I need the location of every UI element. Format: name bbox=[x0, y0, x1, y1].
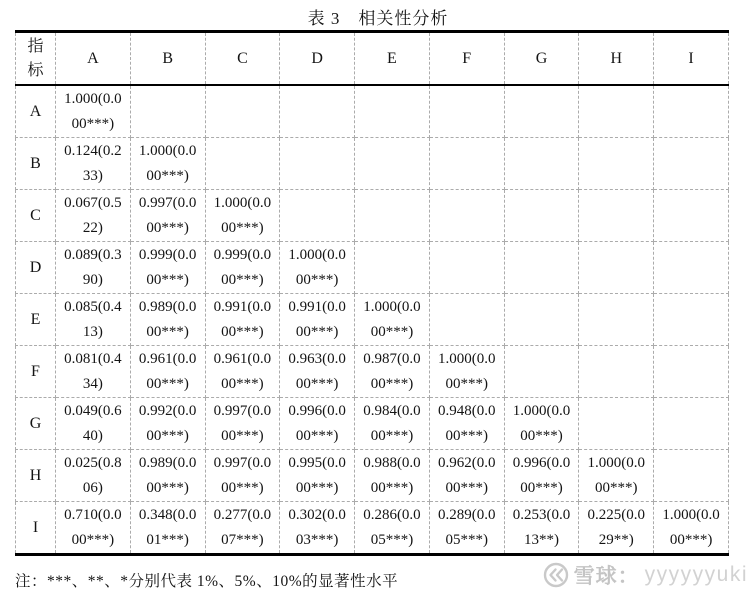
corner-header-label: 指标 bbox=[27, 37, 44, 79]
table-cell bbox=[504, 502, 579, 555]
cell-line-1: 0.995(0.0 bbox=[288, 454, 346, 471]
table-cell bbox=[130, 346, 205, 398]
cell-line-1: 0.997(0.0 bbox=[138, 194, 197, 211]
cell-line-1: 0.710(0.0 bbox=[64, 506, 122, 523]
table-cell bbox=[130, 398, 205, 450]
cell-line-1: 0.081(0.4 bbox=[64, 350, 122, 367]
cell-line-1: 0.277(0.0 bbox=[213, 506, 272, 523]
table-cell bbox=[205, 190, 280, 242]
cell-line-2: 00***) bbox=[221, 271, 264, 288]
table-cell bbox=[56, 294, 131, 346]
table-cell bbox=[280, 398, 355, 450]
cell-line-1: 0.289(0.0 bbox=[437, 506, 496, 523]
cell-line-1: 1.000(0.0 bbox=[138, 142, 197, 159]
column-header-e: E bbox=[355, 32, 430, 86]
table-cell bbox=[504, 138, 579, 190]
table-cell bbox=[654, 398, 729, 450]
row-label-a: A bbox=[16, 85, 56, 138]
cell-line-1: 1.000(0.0 bbox=[363, 298, 421, 315]
cell-line-2: 00***) bbox=[370, 323, 414, 340]
table-cell bbox=[205, 242, 280, 294]
table-cell bbox=[504, 85, 579, 138]
table-cell bbox=[205, 85, 280, 138]
table-cell bbox=[280, 294, 355, 346]
table-cell bbox=[130, 450, 205, 502]
cell-line-1: 0.997(0.0 bbox=[213, 454, 272, 471]
table-cell bbox=[579, 450, 654, 502]
table-row-e bbox=[16, 294, 729, 346]
table-cell bbox=[504, 242, 579, 294]
cell-line-1: 0.253(0.0 bbox=[512, 506, 571, 523]
cell-line-2: 00***) bbox=[370, 479, 414, 496]
cell-line-2: 00***) bbox=[295, 427, 339, 444]
table-cell bbox=[654, 242, 729, 294]
cell-line-2: 06) bbox=[82, 479, 103, 496]
table-cell bbox=[280, 85, 355, 138]
cell-line-1: 0.996(0.0 bbox=[512, 454, 571, 471]
row-label-b: B bbox=[16, 138, 56, 190]
cell-line-1: 0.997(0.0 bbox=[213, 402, 272, 419]
correlation-table bbox=[15, 30, 729, 556]
table-cell bbox=[429, 294, 504, 346]
table-cell bbox=[654, 502, 729, 555]
cell-line-2: 01***) bbox=[146, 531, 189, 548]
significance-note: 注：***、**、*分别代表 1%、5%、10%的显著性水平 bbox=[15, 573, 399, 590]
table-row-c bbox=[16, 190, 729, 242]
cell-line-1: 0.067(0.5 bbox=[64, 194, 122, 211]
table-cell bbox=[355, 190, 430, 242]
table-cell bbox=[205, 398, 280, 450]
table-cell bbox=[56, 346, 131, 398]
table-row-h bbox=[16, 450, 729, 502]
cell-line-2: 00***) bbox=[594, 479, 638, 496]
table-cell bbox=[579, 85, 654, 138]
row-label-i: I bbox=[16, 502, 56, 555]
cell-line-1: 0.948(0.0 bbox=[437, 402, 496, 419]
row-label-f: F bbox=[16, 346, 56, 398]
table-cell bbox=[429, 85, 504, 138]
table-row-d bbox=[16, 242, 729, 294]
cell-line-2: 40) bbox=[82, 427, 103, 444]
table-cell bbox=[429, 398, 504, 450]
table-cell bbox=[130, 294, 205, 346]
table-cell bbox=[205, 138, 280, 190]
table-cell bbox=[654, 190, 729, 242]
watermark-brand: 雪球： bbox=[573, 564, 640, 588]
cell-line-1: 0.989(0.0 bbox=[138, 454, 197, 471]
table-cell bbox=[355, 294, 430, 346]
column-header-g: G bbox=[504, 32, 579, 86]
table-cell bbox=[130, 242, 205, 294]
table-cell bbox=[429, 346, 504, 398]
cell-line-2: 90) bbox=[82, 271, 103, 288]
table-cell bbox=[429, 138, 504, 190]
cell-line-2: 13) bbox=[82, 323, 103, 340]
table-cell bbox=[654, 138, 729, 190]
table-cell bbox=[579, 242, 654, 294]
cell-line-2: 00***) bbox=[295, 271, 339, 288]
table-cell bbox=[504, 294, 579, 346]
cell-line-2: 00***) bbox=[520, 479, 563, 496]
cell-line-1: 0.963(0.0 bbox=[288, 350, 346, 367]
cell-line-1: 0.988(0.0 bbox=[363, 454, 421, 471]
table-cell bbox=[56, 190, 131, 242]
cell-line-2: 00***) bbox=[445, 427, 488, 444]
cell-line-1: 0.991(0.0 bbox=[213, 298, 272, 315]
cell-line-1: 0.225(0.0 bbox=[587, 506, 645, 523]
cell-line-1: 0.089(0.3 bbox=[64, 246, 122, 263]
cell-line-2: 00***) bbox=[146, 323, 189, 340]
table-cell bbox=[280, 502, 355, 555]
header-row bbox=[16, 32, 729, 86]
table-cell bbox=[130, 190, 205, 242]
cell-line-2: 00***) bbox=[445, 479, 488, 496]
column-header-i: I bbox=[654, 32, 729, 86]
table-cell bbox=[205, 346, 280, 398]
table-cell bbox=[504, 450, 579, 502]
table-cell bbox=[504, 190, 579, 242]
corner-header bbox=[16, 32, 56, 86]
table-body bbox=[16, 85, 729, 555]
cell-line-2: 22) bbox=[82, 219, 103, 236]
cell-line-1: 0.991(0.0 bbox=[288, 298, 346, 315]
cell-line-2: 00***) bbox=[221, 219, 264, 236]
cell-line-1: 0.961(0.0 bbox=[213, 350, 272, 367]
table-cell bbox=[56, 85, 131, 138]
cell-line-1: 1.000(0.0 bbox=[213, 194, 272, 211]
cell-line-2: 00***) bbox=[146, 271, 189, 288]
cell-line-2: 05***) bbox=[370, 531, 414, 548]
cell-line-2: 00***) bbox=[146, 219, 189, 236]
cell-line-1: 0.962(0.0 bbox=[437, 454, 496, 471]
watermark bbox=[543, 560, 748, 590]
cell-line-1: 1.000(0.0 bbox=[662, 506, 720, 523]
cell-line-2: 00***) bbox=[146, 167, 189, 184]
table-cell bbox=[355, 502, 430, 555]
cell-line-2: 34) bbox=[82, 375, 103, 392]
table-cell bbox=[504, 398, 579, 450]
table-row-b bbox=[16, 138, 729, 190]
table-cell bbox=[579, 138, 654, 190]
cell-line-2: 00***) bbox=[520, 427, 563, 444]
column-header-h: H bbox=[579, 32, 654, 86]
cell-line-2: 00***) bbox=[146, 479, 189, 496]
cell-line-1: 1.000(0.0 bbox=[288, 246, 346, 263]
cell-line-2: 33) bbox=[82, 167, 103, 184]
table-cell bbox=[56, 242, 131, 294]
watermark-username: yyyyyyuki bbox=[644, 563, 748, 586]
cell-line-2: 00***) bbox=[221, 323, 264, 340]
cell-line-1: 0.989(0.0 bbox=[138, 298, 197, 315]
table-cell bbox=[130, 502, 205, 555]
cell-line-2: 00***) bbox=[146, 375, 189, 392]
table-cell bbox=[355, 398, 430, 450]
cell-line-2: 00***) bbox=[445, 375, 488, 392]
table-cell bbox=[280, 190, 355, 242]
table-cell bbox=[504, 346, 579, 398]
table-cell bbox=[205, 502, 280, 555]
row-label-e: E bbox=[16, 294, 56, 346]
cell-line-2: 03***) bbox=[295, 531, 339, 548]
table-cell bbox=[429, 450, 504, 502]
cell-line-2: 00***) bbox=[370, 375, 414, 392]
cell-line-2: 00***) bbox=[146, 427, 189, 444]
row-label-d: D bbox=[16, 242, 56, 294]
table-cell bbox=[56, 450, 131, 502]
cell-line-2: 00***) bbox=[221, 479, 264, 496]
cell-line-2: 00***) bbox=[295, 479, 339, 496]
cell-line-1: 0.992(0.0 bbox=[138, 402, 197, 419]
table-cell bbox=[654, 294, 729, 346]
cell-line-2: 05***) bbox=[445, 531, 488, 548]
cell-line-1: 0.286(0.0 bbox=[363, 506, 421, 523]
cell-line-1: 0.085(0.4 bbox=[64, 298, 122, 315]
table-cell bbox=[130, 85, 205, 138]
table-cell bbox=[56, 502, 131, 555]
cell-line-2: 00***) bbox=[221, 375, 264, 392]
table-cell bbox=[429, 502, 504, 555]
cell-line-1: 0.987(0.0 bbox=[363, 350, 421, 367]
cell-line-1: 1.000(0.0 bbox=[64, 90, 122, 107]
table-row-i bbox=[16, 502, 729, 555]
cell-line-2: 00***) bbox=[295, 323, 339, 340]
table-cell bbox=[429, 190, 504, 242]
table-cell bbox=[355, 242, 430, 294]
cell-line-2: 00***) bbox=[71, 115, 115, 132]
row-label-g: G bbox=[16, 398, 56, 450]
table-row-a bbox=[16, 85, 729, 138]
table-title: 表 3 相关性分析 bbox=[307, 9, 449, 28]
cell-line-1: 0.124(0.2 bbox=[64, 142, 122, 159]
row-label-h: H bbox=[16, 450, 56, 502]
column-header-a: A bbox=[56, 32, 131, 86]
table-cell bbox=[280, 346, 355, 398]
cell-line-1: 1.000(0.0 bbox=[587, 454, 645, 471]
table-cell bbox=[654, 450, 729, 502]
cell-line-1: 0.999(0.0 bbox=[213, 246, 272, 263]
cell-line-2: 07***) bbox=[221, 531, 264, 548]
cell-line-1: 0.961(0.0 bbox=[138, 350, 197, 367]
cell-line-1: 1.000(0.0 bbox=[512, 402, 571, 419]
table-cell bbox=[205, 450, 280, 502]
table-cell bbox=[56, 138, 131, 190]
table-cell bbox=[130, 138, 205, 190]
column-header-b: B bbox=[130, 32, 205, 86]
cell-line-1: 0.348(0.0 bbox=[138, 506, 197, 523]
column-header-f: F bbox=[429, 32, 504, 86]
table-row-g bbox=[16, 398, 729, 450]
table-cell bbox=[579, 294, 654, 346]
cell-line-1: 0.302(0.0 bbox=[288, 506, 346, 523]
cell-line-2: 00***) bbox=[295, 375, 339, 392]
table-row-f bbox=[16, 346, 729, 398]
table-cell bbox=[280, 450, 355, 502]
table-cell bbox=[280, 138, 355, 190]
column-header-d: D bbox=[280, 32, 355, 86]
table-cell bbox=[355, 450, 430, 502]
table-cell bbox=[355, 138, 430, 190]
cell-line-1: 1.000(0.0 bbox=[437, 350, 496, 367]
table-cell bbox=[654, 346, 729, 398]
table-cell bbox=[355, 85, 430, 138]
cell-line-2: 00***) bbox=[71, 531, 115, 548]
table-cell bbox=[579, 346, 654, 398]
table-cell bbox=[280, 242, 355, 294]
table-cell bbox=[205, 294, 280, 346]
row-label-c: C bbox=[16, 190, 56, 242]
table-cell bbox=[579, 398, 654, 450]
table-cell bbox=[429, 242, 504, 294]
cell-line-2: 00***) bbox=[221, 427, 264, 444]
cell-line-2: 13**) bbox=[523, 531, 559, 548]
table-cell bbox=[579, 502, 654, 555]
table-cell bbox=[654, 85, 729, 138]
xueqiu-logo-icon bbox=[543, 562, 569, 588]
column-header-c: C bbox=[205, 32, 280, 86]
table-cell bbox=[56, 398, 131, 450]
table-head bbox=[16, 32, 729, 86]
table-cell bbox=[579, 190, 654, 242]
cell-line-2: 00***) bbox=[370, 427, 414, 444]
cell-line-2: 29**) bbox=[598, 531, 634, 548]
table-cell bbox=[355, 346, 430, 398]
cell-line-2: 00***) bbox=[669, 531, 713, 548]
cell-line-1: 0.049(0.6 bbox=[64, 402, 122, 419]
cell-line-1: 0.999(0.0 bbox=[138, 246, 197, 263]
cell-line-1: 0.025(0.8 bbox=[64, 454, 122, 471]
cell-line-1: 0.996(0.0 bbox=[288, 402, 346, 419]
cell-line-1: 0.984(0.0 bbox=[363, 402, 421, 419]
